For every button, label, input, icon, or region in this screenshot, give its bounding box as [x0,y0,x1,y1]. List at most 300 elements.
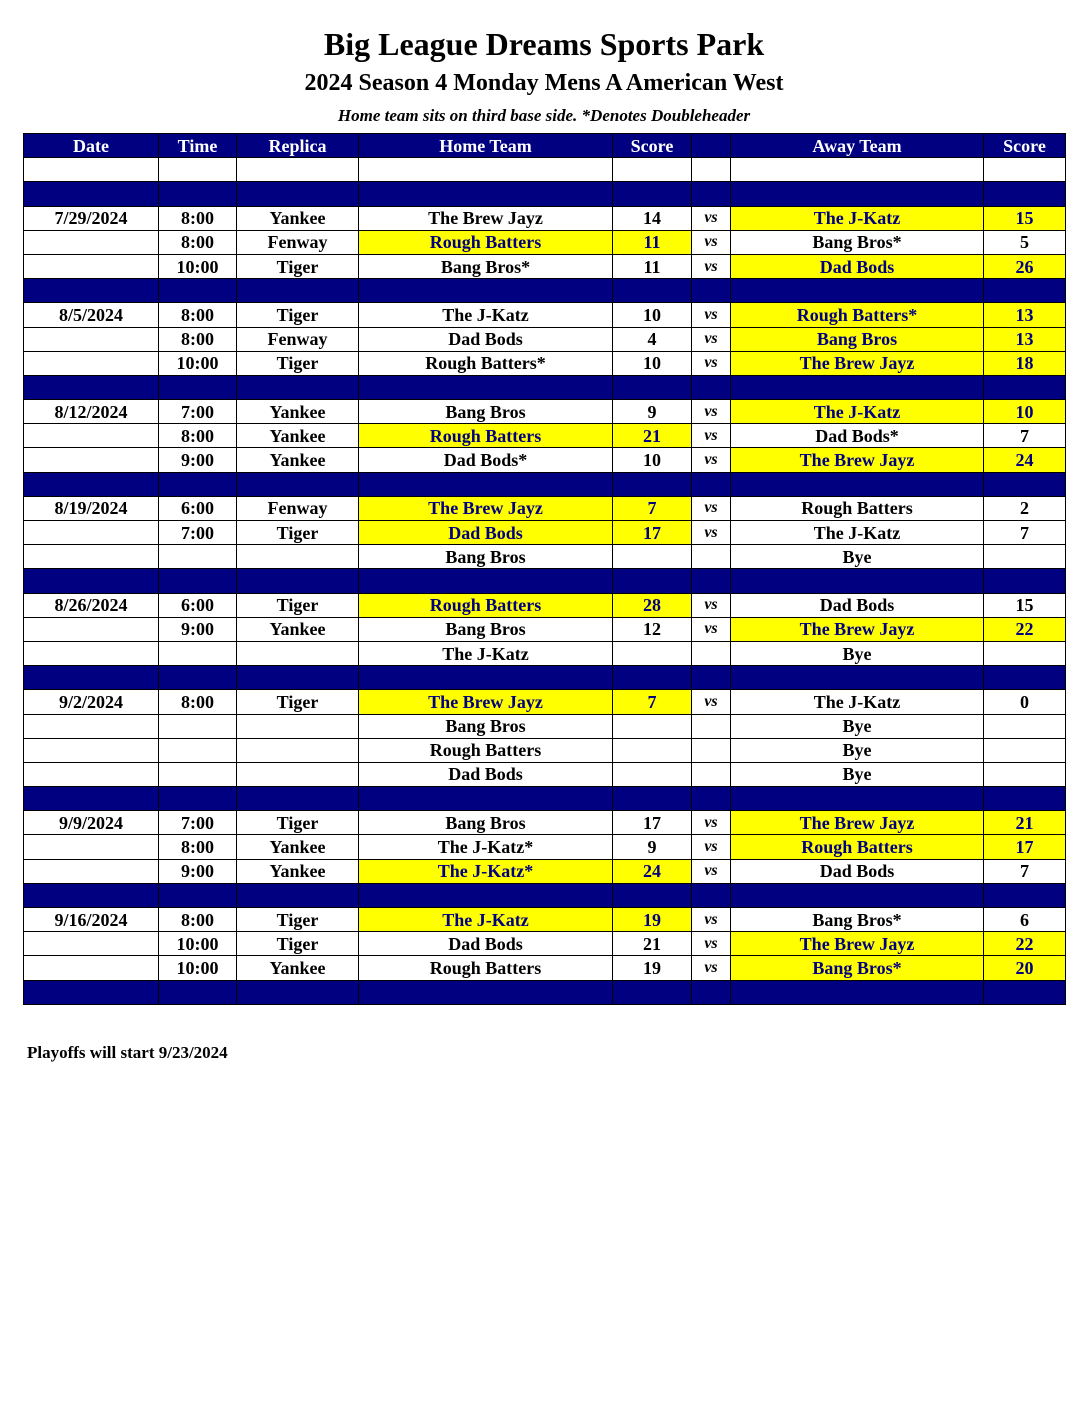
empty-cell [159,472,237,496]
cell-replica: Yankee [237,859,359,883]
empty-cell [731,472,984,496]
cell-away-score: 20 [984,956,1066,980]
cell-away-score [984,762,1066,786]
cell-away: Bang Bros* [731,908,984,932]
cell-home-score: 19 [613,956,692,980]
empty-cell [159,787,237,811]
cell-date: 9/9/2024 [24,811,159,835]
cell-away: The Brew Jayz [731,811,984,835]
cell-time: 9:00 [159,448,237,472]
cell-vs: vs [692,424,731,448]
cell-home: Dad Bods [359,327,613,351]
cell-home: The J-Katz* [359,859,613,883]
cell-time: 6:00 [159,496,237,520]
cell-home: Rough Batters [359,956,613,980]
cell-replica: Fenway [237,230,359,254]
empty-cell [692,569,731,593]
cell-away-score: 15 [984,206,1066,230]
empty-cell [237,569,359,593]
cell-vs: vs [692,327,731,351]
cell-time: 9:00 [159,617,237,641]
cell-date [24,327,159,351]
table-row [24,811,1066,835]
table-row [24,351,1066,375]
cell-home-score [613,762,692,786]
playoffs-note: Playoffs will start 9/23/2024 [27,1043,228,1062]
cell-time: 8:00 [159,424,237,448]
empty-cell [24,279,159,303]
cell-away: Rough Batters [731,496,984,520]
cell-vs: vs [692,908,731,932]
cell-home: Rough Batters [359,738,613,762]
col-header-vs [692,134,731,158]
blank-row [24,158,1066,182]
empty-cell [692,666,731,690]
week-separator-row [24,666,1066,690]
cell-home-score: 10 [613,448,692,472]
empty-cell [159,883,237,907]
cell-date [24,641,159,665]
cell-time: 10:00 [159,932,237,956]
cell-date [24,738,159,762]
cell-replica [237,714,359,738]
empty-cell [237,787,359,811]
cell-away: The Brew Jayz [731,351,984,375]
cell-date [24,859,159,883]
empty-cell [359,787,613,811]
empty-cell [731,158,984,182]
cell-time: 8:00 [159,327,237,351]
cell-away: Bye [731,738,984,762]
cell-away-score: 7 [984,521,1066,545]
empty-cell [692,787,731,811]
cell-date: 8/26/2024 [24,593,159,617]
cell-home: Bang Bros [359,545,613,569]
cell-home-score: 14 [613,206,692,230]
empty-cell [359,666,613,690]
table-row [24,932,1066,956]
empty-cell [159,980,237,1004]
cell-away: Rough Batters* [731,303,984,327]
col-header-home-score: Score [613,134,692,158]
empty-cell [984,472,1066,496]
empty-cell [613,569,692,593]
cell-vs [692,641,731,665]
cell-home-score: 7 [613,496,692,520]
cell-home: The Brew Jayz [359,206,613,230]
cell-vs [692,738,731,762]
empty-cell [613,787,692,811]
cell-vs [692,714,731,738]
cell-away-score: 21 [984,811,1066,835]
cell-vs: vs [692,690,731,714]
table-row [24,303,1066,327]
cell-away: Rough Batters [731,835,984,859]
cell-home: Rough Batters [359,230,613,254]
cell-vs: vs [692,496,731,520]
empty-cell [984,666,1066,690]
table-row [24,424,1066,448]
cell-date [24,762,159,786]
cell-home-score: 17 [613,811,692,835]
cell-away: The J-Katz [731,521,984,545]
empty-cell [613,158,692,182]
cell-replica: Fenway [237,327,359,351]
cell-date: 8/5/2024 [24,303,159,327]
cell-date [24,230,159,254]
empty-cell [731,375,984,399]
cell-replica: Fenway [237,496,359,520]
empty-cell [359,279,613,303]
table-row [24,641,1066,665]
cell-time [159,714,237,738]
cell-time [159,545,237,569]
table-row [24,327,1066,351]
table-row [24,762,1066,786]
cell-vs [692,762,731,786]
table-row [24,206,1066,230]
cell-replica [237,545,359,569]
empty-cell [159,569,237,593]
empty-cell [731,279,984,303]
cell-date [24,351,159,375]
col-header-home-team: Home Team [359,134,613,158]
cell-time [159,738,237,762]
empty-cell [692,472,731,496]
empty-cell [731,787,984,811]
empty-cell [359,569,613,593]
cell-away: The Brew Jayz [731,932,984,956]
cell-date: 7/29/2024 [24,206,159,230]
empty-cell [984,980,1066,1004]
col-header-time: Time [159,134,237,158]
cell-replica: Tiger [237,351,359,375]
empty-cell [24,980,159,1004]
cell-away: Bang Bros* [731,956,984,980]
empty-cell [984,569,1066,593]
cell-replica: Tiger [237,593,359,617]
empty-cell [731,980,984,1004]
cell-time [159,762,237,786]
cell-away-score: 15 [984,593,1066,617]
cell-vs: vs [692,230,731,254]
empty-cell [24,883,159,907]
week-separator-row [24,375,1066,399]
empty-cell [24,472,159,496]
empty-cell [613,883,692,907]
cell-date [24,448,159,472]
cell-home: The J-Katz [359,641,613,665]
schedule-note: Home team sits on third base side. *Denotes Doubleheader [337,106,751,125]
cell-away-score: 0 [984,690,1066,714]
table-row [24,521,1066,545]
cell-home-score [613,714,692,738]
cell-away-score [984,545,1066,569]
table-row [24,230,1066,254]
col-header-date: Date [24,134,159,158]
empty-cell [692,375,731,399]
cell-away-score [984,738,1066,762]
empty-cell [359,375,613,399]
cell-home-score: 17 [613,521,692,545]
cell-home: Rough Batters* [359,351,613,375]
week-separator-row [24,883,1066,907]
empty-cell [692,182,731,206]
cell-vs: vs [692,859,731,883]
cell-away-score: 2 [984,496,1066,520]
empty-cell [24,158,159,182]
empty-cell [613,980,692,1004]
cell-replica [237,738,359,762]
cell-home: Dad Bods [359,762,613,786]
schedule-body [24,158,1066,1005]
cell-date [24,956,159,980]
cell-away-score: 6 [984,908,1066,932]
cell-home: The J-Katz* [359,835,613,859]
week-separator-row [24,182,1066,206]
empty-cell [731,182,984,206]
empty-cell [731,666,984,690]
cell-home-score: 10 [613,303,692,327]
cell-time: 8:00 [159,230,237,254]
season-subtitle: 2024 Season 4 Monday Mens A American West [304,70,784,96]
empty-cell [984,375,1066,399]
empty-cell [159,158,237,182]
empty-cell [692,158,731,182]
cell-away: Bang Bros* [731,230,984,254]
cell-vs: vs [692,400,731,424]
cell-home-score: 10 [613,351,692,375]
empty-cell [984,182,1066,206]
empty-cell [359,472,613,496]
cell-replica: Tiger [237,521,359,545]
cell-date [24,521,159,545]
week-separator-row [24,980,1066,1004]
week-separator-row [24,279,1066,303]
cell-away-score: 24 [984,448,1066,472]
cell-away: Bye [731,762,984,786]
cell-time: 9:00 [159,859,237,883]
schedule-table [23,133,1066,1005]
table-row [24,738,1066,762]
cell-home-score [613,738,692,762]
cell-replica: Yankee [237,400,359,424]
page-title: Big League Dreams Sports Park [323,26,765,62]
empty-cell [237,472,359,496]
empty-cell [692,883,731,907]
col-header-away-team: Away Team [731,134,984,158]
cell-home: The Brew Jayz [359,496,613,520]
cell-home-score: 19 [613,908,692,932]
cell-vs: vs [692,835,731,859]
cell-away: The Brew Jayz [731,448,984,472]
cell-vs: vs [692,956,731,980]
table-row [24,714,1066,738]
cell-home: The J-Katz [359,303,613,327]
week-separator-row [24,472,1066,496]
cell-replica: Tiger [237,690,359,714]
cell-home-score: 11 [613,230,692,254]
empty-cell [692,279,731,303]
cell-date [24,835,159,859]
cell-home-score: 9 [613,400,692,424]
cell-away-score: 10 [984,400,1066,424]
empty-cell [159,182,237,206]
cell-home: Dad Bods* [359,448,613,472]
cell-date: 8/12/2024 [24,400,159,424]
cell-replica: Tiger [237,908,359,932]
empty-cell [237,158,359,182]
table-row [24,690,1066,714]
cell-home-score: 4 [613,327,692,351]
table-row [24,254,1066,278]
cell-replica: Tiger [237,811,359,835]
cell-time: 6:00 [159,593,237,617]
cell-time: 8:00 [159,908,237,932]
cell-away-score: 7 [984,424,1066,448]
empty-cell [359,980,613,1004]
empty-cell [24,375,159,399]
cell-home: The J-Katz [359,908,613,932]
cell-date: 9/2/2024 [24,690,159,714]
cell-away: Bye [731,714,984,738]
table-row [24,956,1066,980]
week-separator-row [24,569,1066,593]
cell-home-score: 12 [613,617,692,641]
empty-cell [24,182,159,206]
empty-cell [984,787,1066,811]
cell-vs: vs [692,448,731,472]
cell-home: Dad Bods [359,521,613,545]
cell-home: Bang Bros [359,811,613,835]
cell-replica [237,641,359,665]
cell-date [24,545,159,569]
cell-away: Dad Bods* [731,424,984,448]
empty-cell [237,182,359,206]
cell-time: 7:00 [159,400,237,424]
cell-time: 7:00 [159,521,237,545]
table-row [24,400,1066,424]
cell-away-score: 13 [984,327,1066,351]
empty-cell [613,375,692,399]
cell-home-score [613,641,692,665]
cell-date: 9/16/2024 [24,908,159,932]
cell-date [24,932,159,956]
cell-time: 10:00 [159,254,237,278]
cell-away: Bang Bros [731,327,984,351]
cell-replica: Tiger [237,254,359,278]
empty-cell [984,883,1066,907]
cell-vs: vs [692,303,731,327]
cell-away: Bye [731,641,984,665]
empty-cell [613,182,692,206]
empty-cell [984,279,1066,303]
empty-cell [237,666,359,690]
table-row [24,448,1066,472]
empty-cell [237,375,359,399]
cell-replica: Yankee [237,206,359,230]
cell-away: The J-Katz [731,206,984,230]
cell-vs: vs [692,593,731,617]
empty-cell [359,883,613,907]
cell-vs: vs [692,521,731,545]
empty-cell [24,569,159,593]
cell-away-score: 13 [984,303,1066,327]
cell-date [24,714,159,738]
cell-home-score: 9 [613,835,692,859]
table-row [24,496,1066,520]
empty-cell [359,158,613,182]
empty-cell [692,980,731,1004]
cell-vs [692,545,731,569]
table-row [24,859,1066,883]
table-row [24,835,1066,859]
cell-home-score: 21 [613,424,692,448]
col-header-away-score: Score [984,134,1066,158]
empty-cell [613,666,692,690]
cell-replica: Yankee [237,835,359,859]
empty-cell [159,279,237,303]
cell-home-score: 21 [613,932,692,956]
cell-away: The Brew Jayz [731,617,984,641]
cell-replica: Tiger [237,303,359,327]
empty-cell [159,666,237,690]
cell-home: Rough Batters [359,424,613,448]
cell-time: 8:00 [159,690,237,714]
empty-cell [359,182,613,206]
empty-cell [984,158,1066,182]
cell-date [24,424,159,448]
empty-cell [237,980,359,1004]
cell-home: Bang Bros* [359,254,613,278]
cell-away-score: 5 [984,230,1066,254]
cell-away-score: 22 [984,932,1066,956]
cell-date [24,254,159,278]
cell-home: Bang Bros [359,714,613,738]
cell-date [24,617,159,641]
cell-home: Bang Bros [359,617,613,641]
cell-replica: Yankee [237,448,359,472]
empty-cell [731,883,984,907]
cell-vs: vs [692,932,731,956]
week-separator-row [24,787,1066,811]
cell-away: Dad Bods [731,593,984,617]
cell-home: Dad Bods [359,932,613,956]
cell-replica: Yankee [237,424,359,448]
cell-away-score: 7 [984,859,1066,883]
table-row [24,593,1066,617]
col-header-replica: Replica [237,134,359,158]
cell-date: 8/19/2024 [24,496,159,520]
cell-replica: Tiger [237,932,359,956]
cell-home-score: 24 [613,859,692,883]
empty-cell [237,279,359,303]
cell-away-score: 22 [984,617,1066,641]
cell-away-score [984,641,1066,665]
table-row [24,545,1066,569]
cell-away-score [984,714,1066,738]
cell-time: 8:00 [159,206,237,230]
table-row [24,908,1066,932]
table-row [24,617,1066,641]
cell-vs: vs [692,254,731,278]
cell-time: 7:00 [159,811,237,835]
cell-time: 10:00 [159,956,237,980]
table-header-row [24,134,1066,158]
cell-away: Dad Bods [731,859,984,883]
cell-time: 10:00 [159,351,237,375]
cell-away: The J-Katz [731,400,984,424]
